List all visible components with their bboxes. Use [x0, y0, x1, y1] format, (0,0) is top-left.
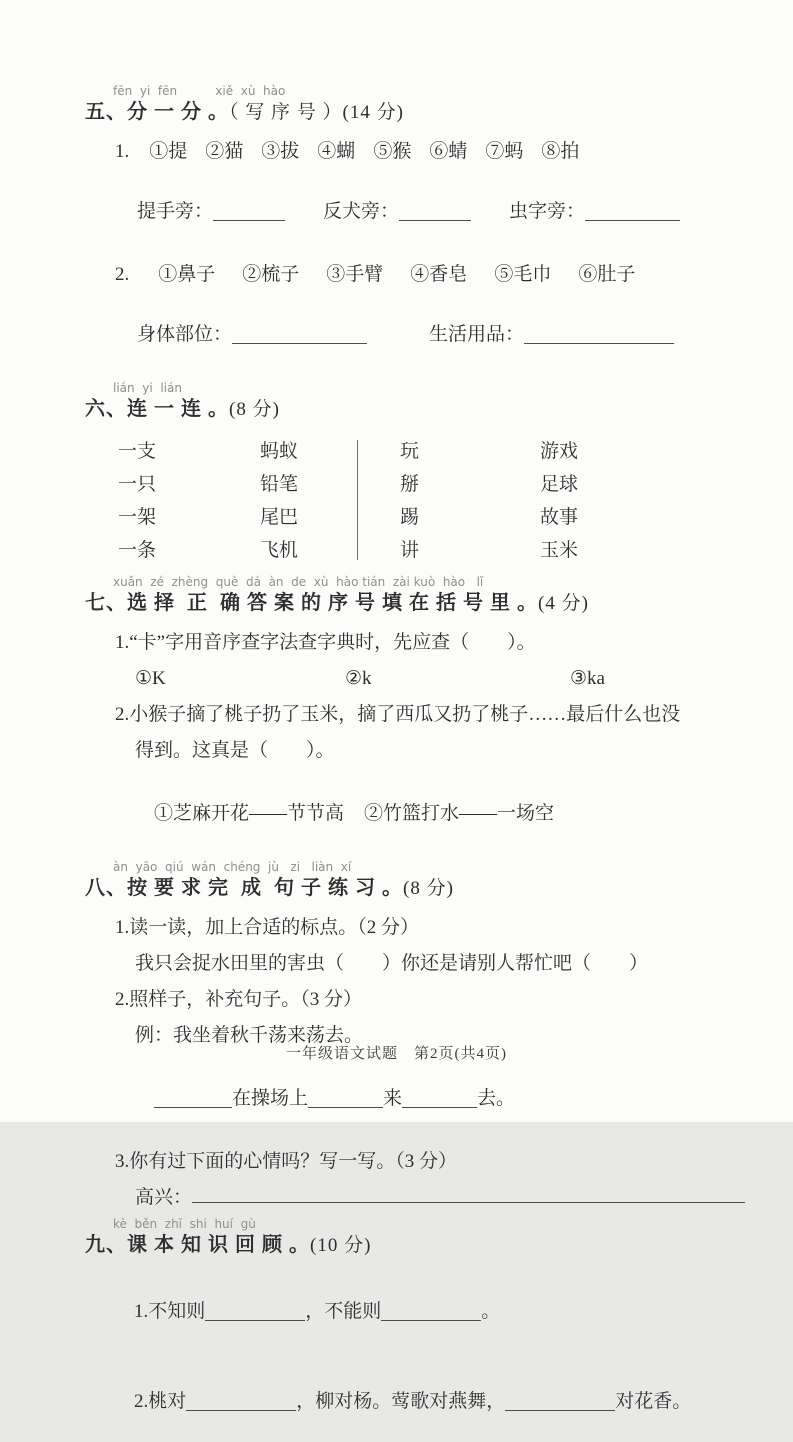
sentence-segment: 2.桃对 [134, 1391, 187, 1412]
category-label: 生活用品： [429, 324, 525, 345]
char-option: ①提 [149, 141, 188, 162]
answer-blank [402, 1090, 477, 1108]
section-five-note: （ 写 序 号 ） [229, 102, 343, 123]
section-seven-title: 七、选 择 正 确 答 案 的 序 号 填 在 括 号 里 。 [85, 592, 538, 614]
answer-blank [399, 203, 471, 221]
char-option: ④蝴 [317, 141, 356, 162]
section-seven-heading [85, 590, 745, 617]
noun-word: 蚂蚁 [260, 441, 299, 462]
section-five-score: (14 分) [342, 102, 404, 123]
question-9-1 [115, 1271, 745, 1352]
question-7-1: 1.“卡”字用音序查字法查字典时，先应查（ ）。 [115, 632, 536, 653]
section-eight-heading [85, 875, 745, 902]
match-row [118, 534, 745, 567]
char-option: ⑥蜻 [429, 141, 468, 162]
answer-blank [186, 1393, 296, 1411]
sentence-segment: 1.不知则 [134, 1301, 206, 1322]
sentence-segment: ，不能则 [305, 1301, 382, 1322]
answer-blank [505, 1393, 615, 1411]
sentence-segment: 去。 [477, 1088, 516, 1109]
word-option: ②梳子 [242, 264, 300, 285]
section-seven-pinyin: xuǎn zé zhèng què dá àn de xù hào tián zài kuò hào lǐ [113, 575, 484, 589]
word-option: ⑥肚子 [578, 264, 636, 285]
section-nine-title: 九、课 本 知 识 回 顾 。 [85, 1234, 310, 1256]
measure-word: 一架 [118, 507, 157, 528]
sentence-segment: 。 [481, 1301, 501, 1322]
match-row [118, 435, 745, 468]
category-label: 身体部位： [137, 324, 233, 345]
section-six-pinyin: lián yi lián [113, 381, 182, 395]
sentence-segment: 来 [383, 1088, 403, 1109]
noun-word: 铅笔 [260, 474, 299, 495]
object-word: 玉米 [540, 540, 579, 561]
answer-blank [192, 1185, 745, 1203]
section-eight-pinyin: àn yāo qiú wán chéng jù zi liàn xí [113, 860, 352, 874]
match-row [118, 468, 745, 501]
radical-label: 虫字旁： [509, 201, 586, 222]
object-word: 故事 [540, 507, 579, 528]
word-option: ④香皂 [410, 264, 468, 285]
section-six-heading [85, 396, 745, 423]
question-8-3: 3.你有过下面的心情吗？写一写。（3 分） [115, 1151, 458, 1172]
question-5-2-blanks [118, 294, 745, 375]
section-seven-score: (4 分) [538, 593, 589, 614]
word-option: ⑤毛巾 [494, 264, 552, 285]
question-5-2 [115, 261, 745, 288]
answer-blank [585, 203, 680, 221]
question-8-2-example: 例：我坐着秋千荡来荡去。 [135, 1025, 364, 1046]
verb-word: 讲 [400, 540, 420, 561]
question-5-1 [115, 138, 745, 165]
measure-word: 一只 [118, 474, 157, 495]
question-8-2: 2.照样子，补充句子。（3 分） [115, 989, 363, 1010]
section-six-score: (8 分) [229, 399, 280, 420]
radical-label: 反犬旁： [323, 201, 400, 222]
section-six-title: 六、连 一 连 。 [85, 398, 229, 420]
word-option: ①鼻子 [158, 264, 216, 285]
question-5-1-blanks [118, 171, 745, 252]
answer-blank [381, 1303, 481, 1321]
matching-exercise [118, 435, 745, 567]
verb-word: 掰 [400, 474, 420, 495]
section-nine-pinyin: kè běn zhī shi huí gù [113, 1217, 256, 1231]
question-7-2-line1: 2.小猴子摘了桃子扔了玉米，摘了西瓜又扔了桃子……最后什么也没 [115, 704, 681, 725]
choice-option: ③ka [570, 668, 605, 689]
answer-blank [154, 1090, 232, 1108]
section-five-title: 五、分 一 分 。 [85, 101, 229, 123]
answer-blank [232, 326, 367, 344]
char-option: ⑦蚂 [485, 141, 524, 162]
section-nine-heading [85, 1232, 745, 1259]
column-divider [357, 440, 358, 560]
answer-blank [205, 1303, 305, 1321]
section-five-pinyin: fēn yi fēn xiě xù hào [113, 84, 286, 98]
sentence-segment: 在操场上 [232, 1088, 309, 1109]
sentence-segment: 对花香。 [615, 1391, 692, 1412]
question-7-1-options [135, 665, 745, 692]
object-word: 足球 [540, 474, 579, 495]
choice-option: ①K [135, 668, 166, 689]
answer-blank [308, 1090, 383, 1108]
choice-option: ①芝麻开花——节节高 [154, 803, 345, 824]
question-8-1-sentence: 我只会捉水田里的害虫（ ）你还是请别人帮忙吧（ ） [135, 953, 649, 974]
section-five-heading [85, 99, 745, 126]
question-8-3-answer [135, 1184, 745, 1211]
radical-label: 提手旁： [137, 201, 214, 222]
sentence-segment: ，柳对杨。莺歌对燕舞， [296, 1391, 506, 1412]
noun-word: 尾巴 [260, 507, 299, 528]
question-8-2-fill [135, 1058, 745, 1139]
page-footer: 一年级语文试题 第2页(共4页) [286, 1046, 507, 1062]
question-number: 2. [115, 264, 130, 285]
question-7-2-options [135, 773, 745, 854]
question-8-1: 1.读一读，加上合适的标点。（2 分） [115, 917, 420, 938]
noun-word: 飞机 [260, 540, 299, 561]
verb-word: 玩 [400, 441, 420, 462]
question-number: 1. [115, 141, 130, 162]
measure-word: 一支 [118, 441, 157, 462]
section-eight-title: 八、按 要 求 完 成 句 子 练 习 。 [85, 877, 403, 899]
char-option: ⑤猴 [373, 141, 412, 162]
answer-blank [213, 203, 285, 221]
choice-option: ②k [345, 668, 372, 689]
char-option: ②猫 [205, 141, 244, 162]
question-7-2-line2: 得到。这真是（ ）。 [135, 740, 335, 761]
section-nine-score: (10 分) [310, 1235, 372, 1256]
question-9-2 [115, 1361, 745, 1442]
emotion-label: 高兴： [135, 1187, 193, 1208]
match-row [118, 501, 745, 534]
choice-option: ②竹篮打水——一场空 [364, 803, 555, 824]
char-option: ③拔 [261, 141, 300, 162]
section-eight-score: (8 分) [403, 878, 454, 899]
verb-word: 踢 [400, 507, 420, 528]
word-option: ③手臂 [326, 264, 384, 285]
object-word: 游戏 [540, 441, 579, 462]
char-option: ⑧拍 [541, 141, 580, 162]
answer-blank [524, 326, 674, 344]
measure-word: 一条 [118, 540, 157, 561]
